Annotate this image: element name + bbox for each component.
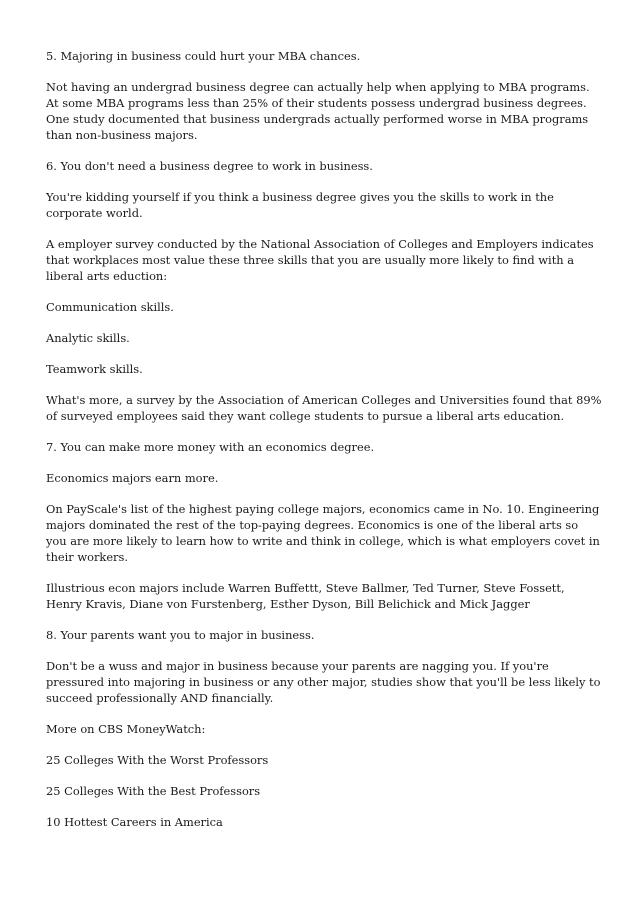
paragraph-economics-earn-more: Economics majors earn more.: [46, 471, 219, 485]
paragraph-econ-majors: Illustrious econ majors include Warren Buffettt, Steve Ballmer, Ted Turner, Steve Fossett, Henry Kravis, Diane von Furstenberg, Esther Dyson, Bill Belichick and Mick Jagger: [46, 581, 565, 611]
paragraph-payscale: On PayScale's list of the highest paying college majors, economics came in No. 10. Engineering majors dominated the rest of the top-paying degrees. Economics is one of the liberal arts so you are more likely to learn how to write and think in college, which is what employers covet in their workers.: [46, 502, 600, 564]
link-best-professors: 25 Colleges With the Best Professors: [46, 784, 261, 798]
link-worst-professors: 25 Colleges With the Worst Professors: [46, 753, 269, 767]
heading-6-work-in-business: 6. You don't need a business degree to work in business.: [46, 159, 373, 173]
skill-communication: Communication skills.: [46, 300, 174, 314]
heading-8-parents: 8. Your parents want you to major in business.: [46, 628, 315, 642]
paragraph-mba-programs: Not having an undergrad business degree can actually help when applying to MBA programs. At some MBA programs less than 25% of their students possess undergrad business degrees. One study documented that business undergrads actually performed worse in MBA programs than non-business majors.: [46, 80, 590, 142]
paragraph-employer-survey: A employer survey conducted by the National Association of Colleges and Employers indicates that workplaces most value these three skills that you are usually more likely to find with a liberal arts eduction:: [46, 237, 594, 283]
paragraph-pressured: Don't be a wuss and major in business because your parents are nagging you. If you're pressured into majoring in business or any other major, studies show that you'll be less likely to succeed professionally AND financially.: [46, 659, 601, 705]
heading-5-mba-chances: 5. Majoring in business could hurt your MBA chances.: [46, 49, 361, 63]
skill-analytic: Analytic skills.: [46, 331, 130, 345]
more-on-label: More on CBS MoneyWatch:: [46, 722, 206, 736]
link-hottest-careers: 10 Hottest Careers in America: [46, 815, 223, 829]
paragraph-aacu-survey: What's more, a survey by the Association of American Colleges and Universities found that 89% of surveyed employees said they want college students to pursue a liberal arts education.: [46, 393, 602, 423]
heading-7-economics-degree: 7. You can make more money with an economics degree.: [46, 440, 375, 454]
skill-teamwork: Teamwork skills.: [46, 362, 143, 376]
paragraph-corporate-world: You're kidding yourself if you think a business degree gives you the skills to work in the corporate world.: [46, 190, 554, 220]
document-page: [46, 48, 602, 845]
